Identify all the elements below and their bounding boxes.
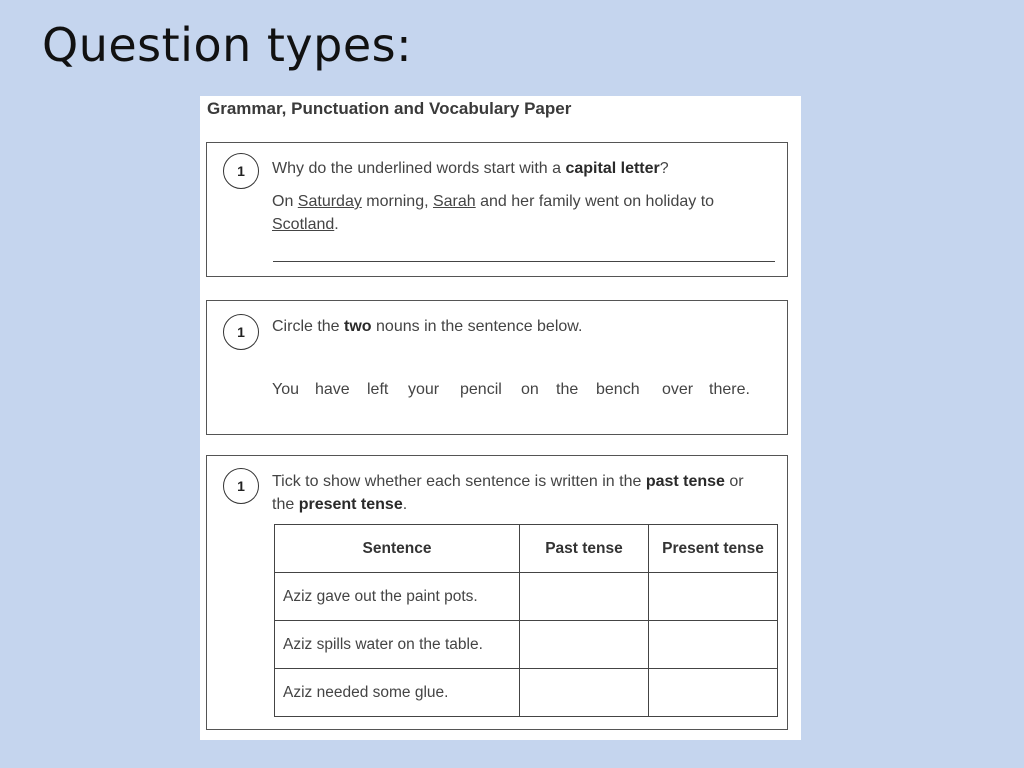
present-tense-tick-cell <box>649 573 778 621</box>
present-tense-tick-cell <box>649 621 778 669</box>
sentence-word: on <box>521 381 539 398</box>
sentence-word: have <box>315 381 350 398</box>
present-tense-tick-cell <box>649 669 778 717</box>
column-header-present-tense: Present tense <box>649 525 778 573</box>
sentence-word: there. <box>709 381 750 398</box>
worksheet-image <box>200 96 801 740</box>
prompt-bold-text: capital letter <box>565 160 660 177</box>
prompt-text-end: nouns in the sentence below. <box>371 318 583 335</box>
prompt-text: Why do the underlined words start with a <box>272 160 566 177</box>
sentence-text: On <box>272 193 298 210</box>
sentence-word: over <box>662 381 694 398</box>
sentence-word: pencil <box>460 381 502 398</box>
question-number-badge: 1 <box>223 468 259 504</box>
column-header-sentence: Sentence <box>275 525 520 573</box>
sentence-word: left <box>367 381 389 398</box>
prompt-text: the <box>272 496 299 513</box>
table-row <box>275 621 778 669</box>
prompt-bold-text: past tense <box>645 473 725 490</box>
underlined-word: Saturday <box>297 193 362 210</box>
question-number-badge: 1 <box>223 153 259 189</box>
past-tense-tick-cell <box>520 621 649 669</box>
paper-title: Grammar, Punctuation and Vocabulary Paper <box>207 99 572 118</box>
table-header-row <box>275 525 778 573</box>
question-box-capital-letters <box>206 142 788 277</box>
sentence-word: your <box>408 381 440 398</box>
prompt-text: Tick to show whether each sentence is written in the <box>272 473 646 490</box>
sentence-text: morning, <box>361 193 433 210</box>
prompt-text-end: ? <box>659 160 669 177</box>
question-number-badge: 1 <box>223 314 259 350</box>
sentence-text: and her family went on holiday to <box>475 193 715 210</box>
question-prompt <box>272 315 782 338</box>
underlined-word: Sarah <box>432 193 476 210</box>
question-prompt <box>272 470 784 516</box>
question-prompt <box>272 157 782 180</box>
prompt-text: or <box>724 473 744 490</box>
prompt-text: Circle the <box>272 318 345 335</box>
sentence-word: You <box>272 381 299 398</box>
prompt-bold-text: two <box>344 318 372 335</box>
sentence-word: the <box>556 381 579 398</box>
question-box-nouns <box>206 300 788 435</box>
sentence-cell: Aziz gave out the paint pots. <box>275 573 520 621</box>
prompt-text-end: . <box>402 496 408 513</box>
sentence-word: bench <box>596 381 640 398</box>
question-box-tense <box>206 455 788 730</box>
sentence-cell: Aziz needed some glue. <box>275 669 520 717</box>
column-header-past-tense: Past tense <box>520 525 649 573</box>
slide-title: Question types: <box>42 18 413 72</box>
question-sentence <box>272 190 782 236</box>
table-row <box>275 669 778 717</box>
answer-line <box>273 261 775 262</box>
prompt-bold-text: present tense <box>298 496 403 513</box>
tense-table <box>274 524 778 717</box>
underlined-word: Scotland <box>272 216 335 233</box>
sentence-cell: Aziz spills water on the table. <box>275 621 520 669</box>
past-tense-tick-cell <box>520 669 649 717</box>
past-tense-tick-cell <box>520 573 649 621</box>
sentence-text: . <box>334 216 339 233</box>
table-row <box>275 573 778 621</box>
